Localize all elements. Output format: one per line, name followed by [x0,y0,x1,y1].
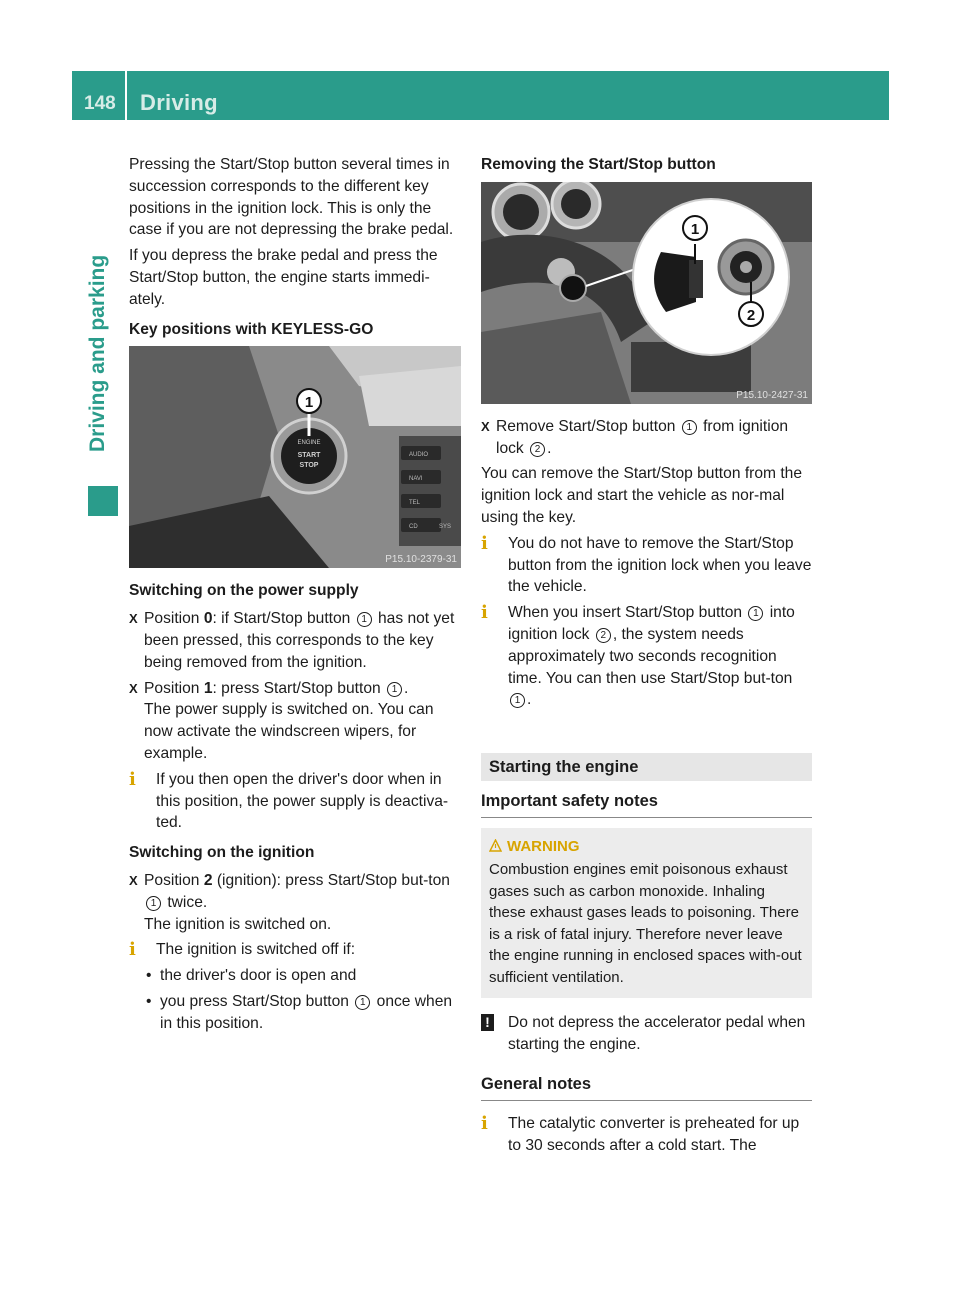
heading-general-notes: General notes [481,1074,812,1101]
section-starting-engine: Starting the engine [481,753,812,781]
info-icon: i [129,768,136,790]
heading-power-supply: Switching on the power supply [129,582,359,600]
brake-paragraph: If you depress the brake pedal and press the Start/Stop button, the engine starts immedi-ately. [129,247,438,308]
ignition-result: The ignition is switched on. [144,915,332,933]
right-column [481,154,812,1160]
button-stop-text: STOP [299,462,319,470]
bullet-icon: • [146,967,152,985]
header-separator [125,71,127,120]
photo2-callout-2: 2 [746,306,756,324]
arrow-icon: X [481,418,490,434]
bullet-door-open: • the driver's door is open and [129,965,461,987]
callout-1-icon: 1 [387,682,402,697]
arrow-icon: X [129,611,138,627]
button-start-text: START [297,452,321,460]
button-engine-text: ENGINE [297,440,321,447]
callout-1-icon: 1 [682,420,697,435]
bullet-icon: • [146,992,152,1010]
info-door-note: i If you then open the driver's door when in this position, the power supply is deactiva-ted. [129,768,449,832]
callout-1-icon: 1 [510,693,525,708]
note-accelerator: ! Do not depress the accelerator pedal when starting the engine. [481,1012,812,1056]
callout-1-icon: 1 [146,896,161,911]
photo1-code: P15.10-2379-31 [385,554,457,566]
step-position-0: X Position 0: if Start/Stop button 1 has not yet been pressed, this corresponds to the key being removed from the ignition. [129,610,455,671]
warning-text: Combustion engines emit poisonous exhaust gases such as carbon monoxide. Inhaling these exhaust gases leads to poisoning. There is a risk of fatal injury. Therefore never leave the engine running in enclosed spaces with-out sufficient ventilation. [489,861,802,986]
bullet-press-once: • you press Start/Stop button 1 once when in this position. [146,992,453,1032]
photo-removing-button [481,182,812,404]
panel-key-navi: NAVI [409,476,423,483]
left-column [129,154,461,1039]
warning-title: WARNING [489,836,804,858]
panel-key-tel: TEL [409,500,421,507]
callout-2-icon: 2 [596,628,611,643]
page-number: 148 [84,93,116,114]
panel-key-cd: CD [409,524,418,531]
panel-key-sys: SYS [439,524,452,531]
power-supply-result: The power supply is switched on. You can now activate the windscreen wipers, for example. [144,701,434,762]
remove-paragraph: You can remove the Start/Stop button from the ignition lock and start the vehicle as nor-mal using the key. [481,465,803,526]
arrow-icon: X [129,680,138,696]
warning-triangle-icon [489,837,502,859]
info-icon: i [481,532,488,554]
step-remove-button: X Remove Start/Stop button 1 from ignition lock 2 . [481,417,789,457]
callout-2-icon: 2 [530,442,545,457]
page-title: Driving [140,90,218,115]
photo1-callout-1: 1 [304,394,314,412]
callout-1-icon: 1 [748,606,763,621]
heading-ignition: Switching on the ignition [129,844,315,862]
heading-removing-button: Removing the Start/Stop button [481,156,716,173]
arrow-icon: X [129,872,138,888]
photo2-code: P15.10-2427-31 [736,389,808,401]
step-position-1: X Position 1: press Start/Stop button 1 . The power supply is switched on. You can now activate the windscreen wipers, for example. [129,679,434,762]
info-icon: i [481,1112,488,1134]
step-position-2: X Position 2 (ignition): press Start/Stop but-ton 1 twice. The ignition is switched on. [129,871,450,933]
photo2-callout-1: 1 [690,220,700,238]
exclamation-icon: ! [481,1014,494,1031]
info-no-need-remove: i You do not have to remove the Start/Stop button from the ignition lock when you leave the vehicle. [481,532,812,596]
heading-safety-notes: Important safety notes [481,791,812,818]
info-catalytic: i The catalytic converter is preheated for up to 30 seconds after a cold start. The [481,1112,800,1154]
warning-box [481,828,812,999]
callout-1-icon: 1 [355,995,370,1010]
info-insert-button: i When you insert Start/Stop button 1 into ignition lock 2 , the system needs approximately two seconds recognition time. You can then use Start/Stop but-ton 1 . [481,602,795,709]
heading-key-positions: Key positions with KEYLESS-GO [129,320,374,338]
page-header [72,71,889,120]
info-icon: i [481,602,488,624]
info-icon: i [129,939,136,961]
photo-start-stop-button [129,346,461,568]
info-ignition-off: i The ignition is switched off if: [129,939,356,961]
panel-key-audio: AUDIO [409,452,429,459]
callout-1-icon: 1 [357,612,372,627]
side-tab-block [88,486,118,516]
side-tab-label: Driving and parking [86,254,109,452]
intro-paragraph: Pressing the Start/Stop button several times in succession corresponds to the different key positions in the ignition lock. This is only the case if you are not depressing the brake pedal. [129,156,454,239]
